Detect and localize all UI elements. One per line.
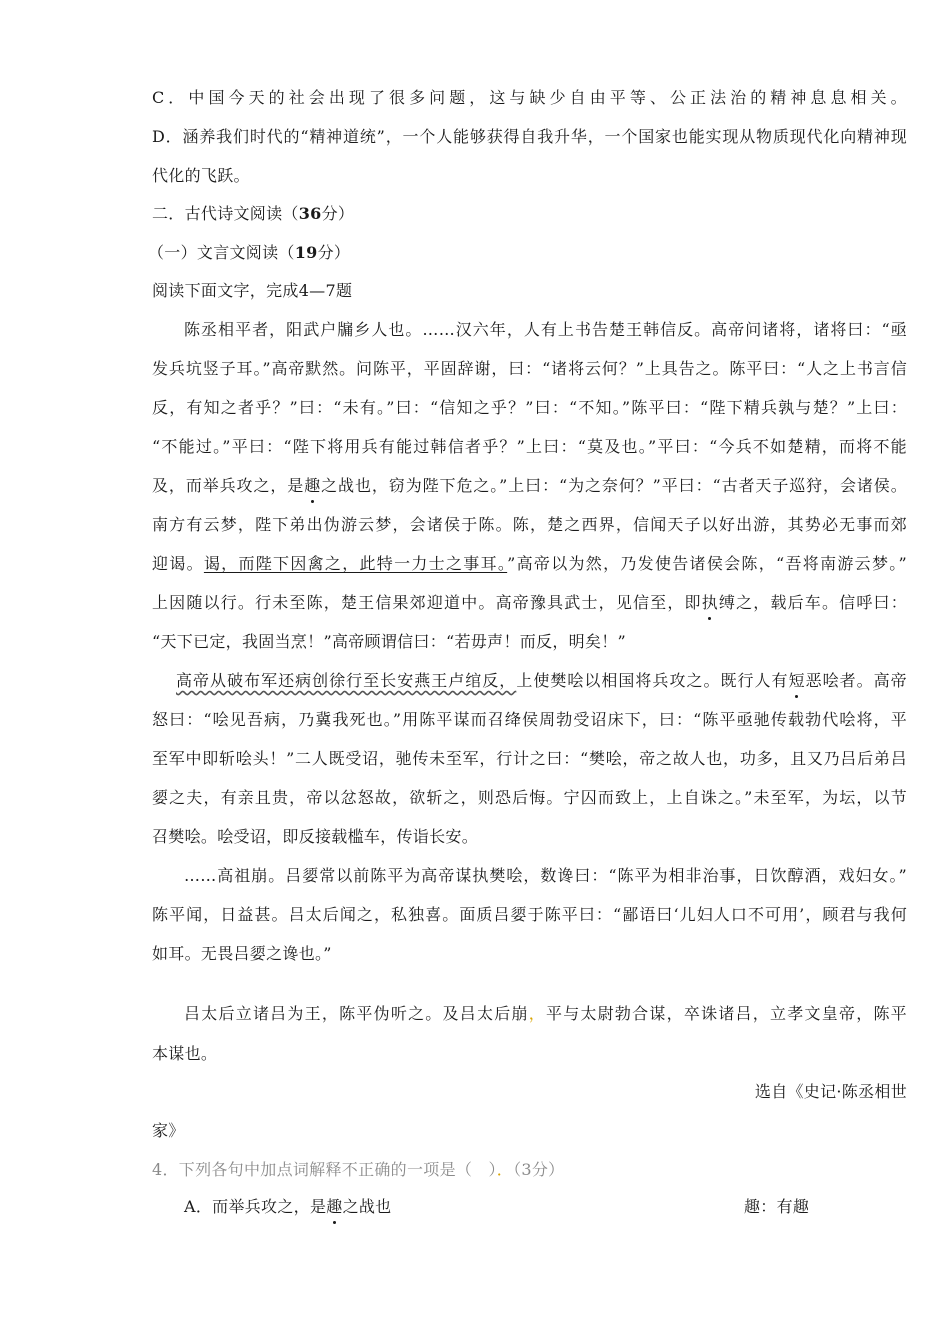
reading-instruction: 阅读下面文字，完成4—7题 <box>152 281 353 300</box>
passage-line: 发兵坑竖子耳。”高帝默然。问陈平，平固辞谢，曰：“诸将云何？”上具告之。陈平曰：“人之上书言信 <box>152 359 907 378</box>
passage-line: 如耳。无畏吕媭之谗也。” <box>152 944 332 963</box>
passage-line: 媭之夫，有亲且贵，帝以忿怒故，欲斩之，则恐后悔。宁囚而致上，上自诛之。”未至军，为坛，以节 <box>152 788 907 807</box>
wavy-underlined-sentence: 高帝从破布军还病创徐行至长安燕王卢绾反， <box>176 671 517 690</box>
option-d-line: D．涵养我们时代的“精神道统”，一个人能够获得自我升华，一个国家也能实现从物质现代化向精神现 <box>152 127 907 146</box>
passage-line: 南方有云梦，陛下弟出伪游云梦，会诸侯于陈。陈，楚之西界，信闻天子以好出游，其势必无事而郊 <box>152 515 907 534</box>
passage-line: 上因随以行。行未至陈，楚王信果郊迎道中。高帝豫具武士，见信至，即执缚之，载后车。信呼曰： <box>152 593 907 612</box>
passage-line: 至军中即斩哙头！”二人既受诏，驰传未至军，行计之曰：“樊哙，帝之故人也，功多，且又乃吕后弟吕 <box>152 749 907 768</box>
question-4-option-a: A．而举兵攻之，是趣之战也 趣：有趣 <box>184 1197 810 1216</box>
source-citation-cont: 家》 <box>152 1121 185 1140</box>
question-4-stem: 4．下列各句中加点词解释不正确的一项是（ ）．（3分） <box>152 1160 565 1179</box>
option-a-gloss: 趣：有趣 <box>744 1197 810 1216</box>
source-citation: 选自《史记·陈丞相世 <box>754 1082 907 1101</box>
dotted-word-qu: 趣 <box>304 476 321 495</box>
passage-line: 吕太后立诸吕为王，陈平伪听之。及吕太后崩，平与太尉勃合谋，卒诛诸吕，立孝文皇帝，陈平 <box>184 1004 907 1023</box>
passage-line: 高帝从破布军还病创徐行至长安燕王卢绾反，上使樊哙以相国将兵攻之。既行人有短恶哙者。高帝 <box>176 671 907 690</box>
option-c-line: C．中国今天的社会出现了很多问题，这与缺少自由平等、公正法治的精神息息相关。 <box>152 88 907 107</box>
passage-line: ……高祖崩。吕媭常以前陈平为高帝谋执樊哙，数谗曰：“陈平为相非治事，日饮醇酒，戏妇女。” <box>184 866 907 885</box>
passage-line: 反，有知之者乎？”曰：“未有。”曰：“信知之乎？”曰：“不知。”陈平曰：“陛下精兵孰与楚？”上曰： <box>152 398 907 417</box>
passage-line: 本谋也。 <box>152 1044 218 1063</box>
passage-line: 怒曰：“哙见吾病，乃冀我死也。”用陈平谋而召绛侯周勃受诏床下，曰：“陈平亟驰传载勃代哙将，平 <box>152 710 907 729</box>
passage-line: 及，而举兵攻之，是趣之战也，窃为陛下危之。”上曰：“为之奈何？”平曰：“古者天子巡狩，会诸侯。 <box>152 476 907 495</box>
section-heading: 二．古代诗文阅读（36分） <box>152 204 355 223</box>
subsection-heading: （一）文言文阅读（19分） <box>148 243 351 262</box>
dotted-word-duan: 短 <box>788 671 805 690</box>
dotted-word-zhi: 执 <box>701 593 719 612</box>
passage-line: 召樊哙。哙受诏，即反接载槛车，传诣长安。 <box>152 827 479 846</box>
passage-line: “不能过。”平曰：“陛下将用兵有能过韩信者乎？”上曰：“莫及也。”平曰：“今兵不如楚精，而将不能 <box>152 437 907 456</box>
passage-line: 陈丞相平者，阳武户牖乡人也。……汉六年，人有上书告楚王韩信反。高帝问诸将，诸将曰：“亟 <box>184 320 907 339</box>
option-d-line-cont: 代化的飞跃。 <box>152 166 250 185</box>
underlined-sentence: 谒，而陛下因禽之，此特一力士之事耳。 <box>203 554 508 573</box>
passage-line: 迎谒。谒，而陛下因禽之，此特一力士之事耳。”高帝以为然，乃发使告诸侯会陈，“吾将南游云梦。” <box>152 554 908 573</box>
dotted-word-qu: 趣 <box>326 1197 343 1216</box>
passage-line: 陈平闻，日益甚。吕太后闻之，私独喜。面质吕媭于陈平曰：“鄙语曰‘儿妇人口不可用’，顾君与我何 <box>152 905 907 924</box>
passage-line: “天下已定，我固当烹！”高帝顾谓信曰：“若毋声！而反，明矣！” <box>152 632 627 651</box>
